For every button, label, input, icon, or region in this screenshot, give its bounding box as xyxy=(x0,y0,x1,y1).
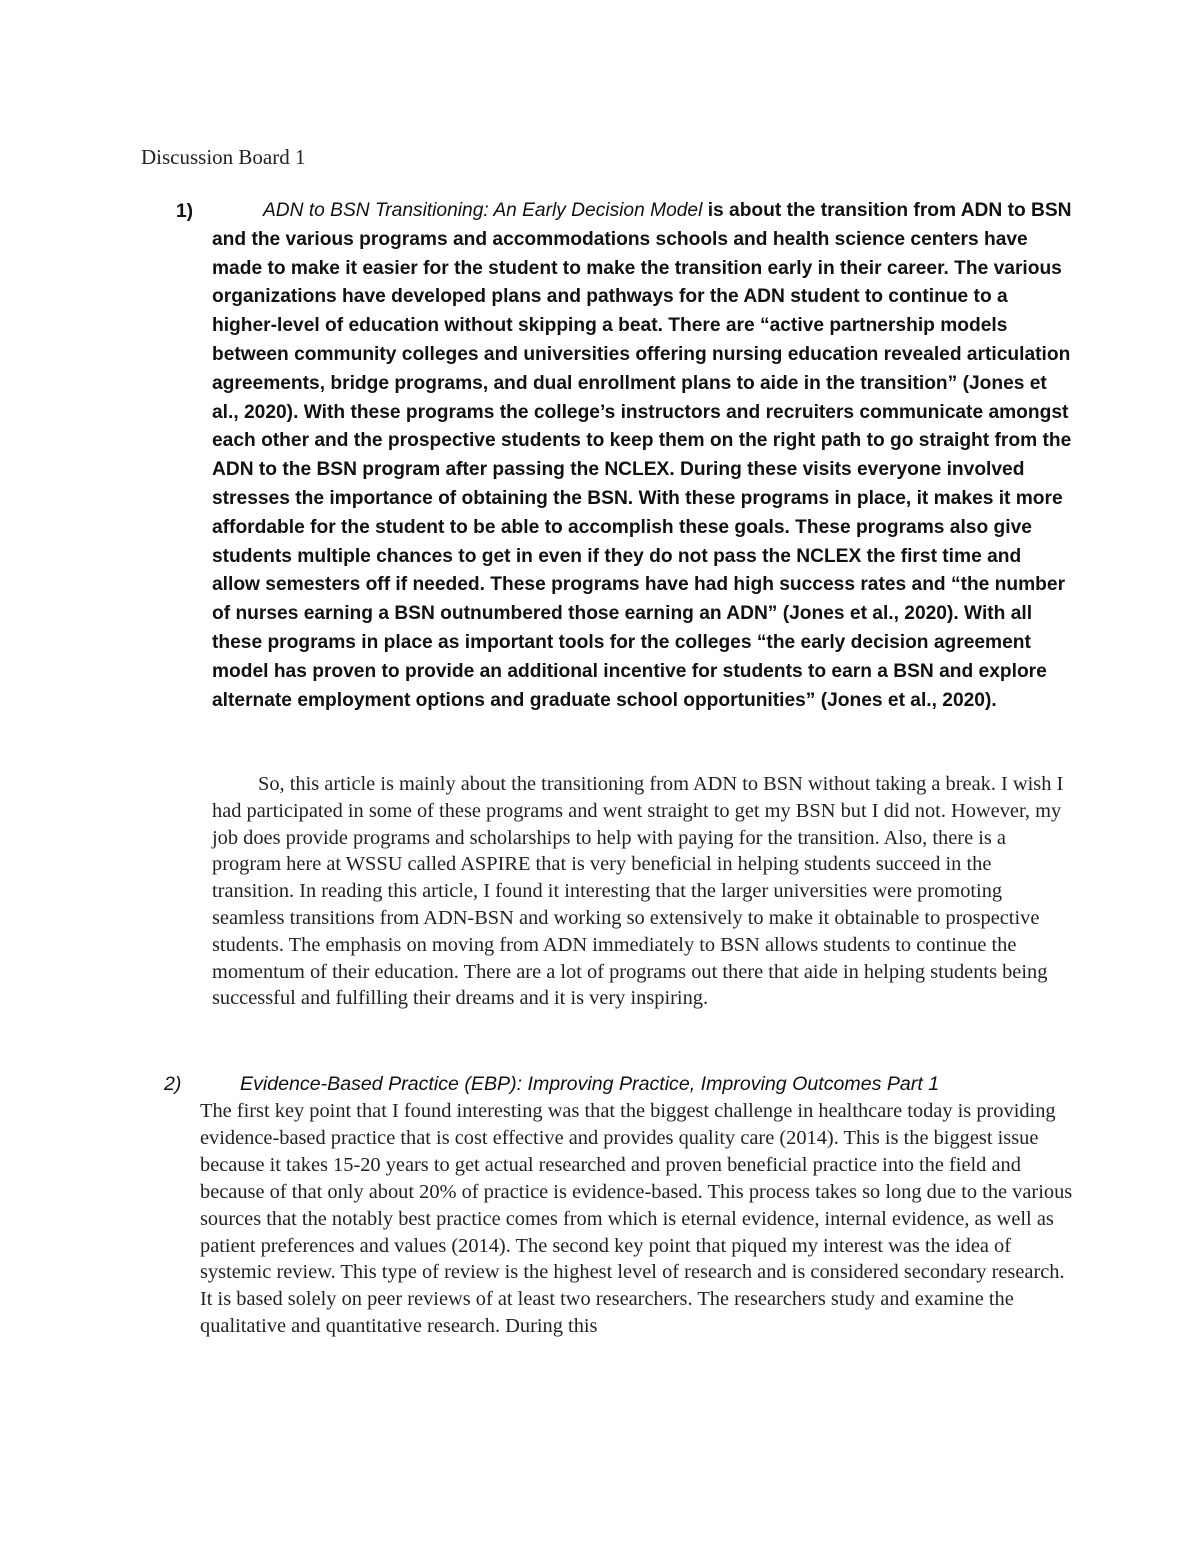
item-1-number: 1) xyxy=(176,201,194,222)
item-2-number: 2) xyxy=(164,1073,182,1095)
item-2-body-paragraph: The first key point that I found interesting was that the biggest challenge in healthcare today is providing evidence-based practice that is cost effective and provides quality care (2014). This is the biggest issue because it takes 15-20 years to get actual researched and proven beneficial practice into the field and because of that only about 20% of practice is evidence-based. This process takes so long due to the various sources that the notably best practice comes from which is eternal evidence, internal evidence, as well as patient preferences and values (2014). The second key point that piqued my interest was the idea of systemic review. This type of review is the highest level of research and is considered secondary research. It is based solely on peer reviews of at least two researchers. The researchers study and examine the qualitative and quantitative research. During this xyxy=(200,1100,1073,1338)
item-2-article-title: Evidence-Based Practice (EBP): Improving Practice, Improving Outcomes Part 1 xyxy=(240,1073,940,1095)
item-1-reflection-paragraph xyxy=(212,771,1074,1012)
item-1-article-title: ADN to BSN Transitioning: An Early Decision Model xyxy=(263,200,703,221)
document-title: Discussion Board 1 xyxy=(141,145,306,169)
item-1-summary-text: is about the transition from ADN to BSN and the various programs and accommodations schools and health science centers have made to make it easier for the student to make the transition early in their career. The various organizations have developed plans and pathways for the ADN student to continue to a higher-level of education without skipping a beat. There are “active partnership models between community colleges and universities offering nursing education revealed articulation agreements, bridge programs, and dual enrollment plans to aide in the transition” (Jones et al., 2020). With these programs the college’s instructors and recruiters communicate amongst each other and the prospective students to keep them on the right path to go straight from the ADN to the BSN program after passing the NCLEX. During these visits everyone involved stresses the importance of obtaining the BSN. With these programs in place, it makes it more affordable for the student to be able to accomplish these goals. These programs also give students multiple chances to get in even if they do not pass the NCLEX the first time and allow semesters off if needed. These programs have had high success rates and “the number of nurses earning a BSN outnumbered those earning an ADN” (Jones et al., 2020). With all these programs in place as important tools for the colleges “the early decision agreement model has proven to provide an additional incentive for students to earn a BSN and explore alternate employment options and graduate school opportunities” (Jones et al., 2020). xyxy=(212,200,1072,711)
item-1-reflection-text: So, this article is mainly about the transitioning from ADN to BSN without taking a break. I wish I had participated in some of these programs and went straight to get my BSN but I did not. However, my job does provide programs and scholarships to help with paying for the transition. Also, there is a program here at WSSU called ASPIRE that is very beneficial in helping students succeed in the transition. In reading this article, I found it interesting that the larger universities were promoting seamless transitions from ADN-BSN and working so extensively to make it obtainable to prospective students. The emphasis on moving from ADN immediately to BSN allows students to continue the momentum of their education. There are a lot of programs out there that aide in helping students being successful and fulfilling their dreams and it is very inspiring. xyxy=(212,773,1064,1010)
item-1-summary-paragraph xyxy=(212,197,1074,715)
